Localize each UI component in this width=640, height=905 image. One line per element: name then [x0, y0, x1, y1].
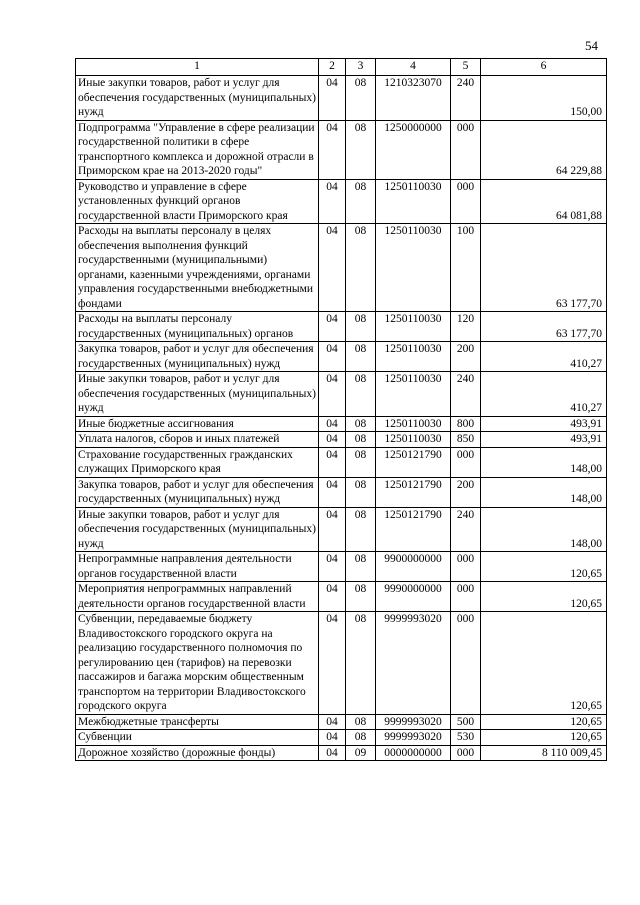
col-header-1: 1 [76, 59, 319, 76]
row-amount: 150,00 [481, 76, 607, 121]
row-subsection: 08 [346, 416, 376, 432]
row-target-code: 1250110030 [376, 342, 451, 372]
row-expense-type: 240 [451, 76, 481, 121]
row-name: Страхование государственных гражданских служащих Приморского края [76, 447, 319, 477]
row-section: 04 [319, 477, 346, 507]
table-row [76, 730, 607, 746]
row-name: Дорожное хозяйство (дорожные фонды) [76, 745, 319, 761]
table-row [76, 507, 607, 552]
row-name: Иные закупки товаров, работ и услуг для обеспечения государственных (муниципальных) нужд [76, 372, 319, 417]
row-subsection: 08 [346, 582, 376, 612]
row-target-code: 9900000000 [376, 552, 451, 582]
row-target-code: 9990000000 [376, 582, 451, 612]
row-section: 04 [319, 179, 346, 224]
row-amount: 120,65 [481, 730, 607, 746]
row-target-code: 1250110030 [376, 224, 451, 312]
table-row [76, 416, 607, 432]
row-target-code: 1250110030 [376, 312, 451, 342]
row-subsection: 08 [346, 507, 376, 552]
row-target-code: 9999993020 [376, 730, 451, 746]
row-expense-type: 100 [451, 224, 481, 312]
row-expense-type: 000 [451, 612, 481, 715]
row-amount: 410,27 [481, 342, 607, 372]
row-subsection: 08 [346, 120, 376, 179]
row-section: 04 [319, 552, 346, 582]
row-amount: 120,65 [481, 552, 607, 582]
row-section: 04 [319, 730, 346, 746]
row-amount: 120,65 [481, 714, 607, 730]
row-name: Субвенции, передаваемые бюджету Владивостокского городского округа на реализацию государственного полномочия по регулированию цен (тарифов) на перевозки пассажиров и багажа морским общественным транспортом на территории Владивостокского городского округа [76, 612, 319, 715]
row-name: Подпрограмма "Управление в сфере реализации государственной политики в сфере транспортного комплекса и дорожной отрасли в Приморском крае на 2013-2020 годы" [76, 120, 319, 179]
row-subsection: 08 [346, 342, 376, 372]
row-target-code: 1250110030 [376, 416, 451, 432]
table-row [76, 312, 607, 342]
row-target-code: 1250121790 [376, 507, 451, 552]
row-name: Межбюджетные трансферты [76, 714, 319, 730]
row-amount: 63 177,70 [481, 224, 607, 312]
row-target-code: 9999993020 [376, 714, 451, 730]
row-target-code: 1250121790 [376, 477, 451, 507]
page-number: 54 [585, 38, 598, 53]
row-expense-type: 240 [451, 507, 481, 552]
row-subsection: 08 [346, 730, 376, 746]
row-section: 04 [319, 342, 346, 372]
row-name: Иные закупки товаров, работ и услуг для обеспечения государственных (муниципальных) нужд [76, 76, 319, 121]
row-name: Иные закупки товаров, работ и услуг для обеспечения государственных (муниципальных) нужд [76, 507, 319, 552]
row-subsection: 08 [346, 372, 376, 417]
table-row [76, 120, 607, 179]
col-header-6: 6 [481, 59, 607, 76]
row-expense-type: 000 [451, 552, 481, 582]
row-target-code: 1250121790 [376, 447, 451, 477]
table-row [76, 582, 607, 612]
row-expense-type: 000 [451, 447, 481, 477]
row-target-code: 1250110030 [376, 179, 451, 224]
row-expense-type: 850 [451, 432, 481, 448]
row-expense-type: 000 [451, 120, 481, 179]
row-amount: 64 229,88 [481, 120, 607, 179]
row-expense-type: 200 [451, 477, 481, 507]
row-expense-type: 800 [451, 416, 481, 432]
row-name: Мероприятия непрограммных направлений деятельности органов государственной власти [76, 582, 319, 612]
row-section: 04 [319, 372, 346, 417]
table-row [76, 224, 607, 312]
row-target-code: 9999993020 [376, 612, 451, 715]
row-expense-type: 500 [451, 714, 481, 730]
row-expense-type: 120 [451, 312, 481, 342]
row-section: 04 [319, 76, 346, 121]
row-amount: 493,91 [481, 416, 607, 432]
row-section: 04 [319, 612, 346, 715]
row-name: Закупка товаров, работ и услуг для обеспечения государственных (муниципальных) нужд [76, 342, 319, 372]
row-name: Закупка товаров, работ и услуг для обеспечения государственных (муниципальных) нужд [76, 477, 319, 507]
row-amount: 63 177,70 [481, 312, 607, 342]
table-row [76, 432, 607, 448]
row-subsection: 08 [346, 179, 376, 224]
row-amount: 64 081,88 [481, 179, 607, 224]
col-header-4: 4 [376, 59, 451, 76]
row-name: Расходы на выплаты персоналу в целях обеспечения выполнения функций государственными (муниципальными) органами, казенными учреждениями, органами управления государственными внебюджетными фондами [76, 224, 319, 312]
table-row [76, 342, 607, 372]
row-amount: 493,91 [481, 432, 607, 448]
row-subsection: 08 [346, 224, 376, 312]
row-name: Субвенции [76, 730, 319, 746]
row-amount: 148,00 [481, 507, 607, 552]
row-section: 04 [319, 432, 346, 448]
table-row [76, 477, 607, 507]
row-subsection: 08 [346, 552, 376, 582]
table-row [76, 714, 607, 730]
col-header-5: 5 [451, 59, 481, 76]
row-subsection: 08 [346, 432, 376, 448]
col-header-3: 3 [346, 59, 376, 76]
row-target-code: 1250000000 [376, 120, 451, 179]
table-row [76, 612, 607, 715]
row-subsection: 08 [346, 477, 376, 507]
row-target-code: 0000000000 [376, 745, 451, 761]
row-amount: 120,65 [481, 582, 607, 612]
row-name: Уплата налогов, сборов и иных платежей [76, 432, 319, 448]
row-name: Непрограммные направления деятельности органов государственной власти [76, 552, 319, 582]
row-amount: 120,65 [481, 612, 607, 715]
row-subsection: 09 [346, 745, 376, 761]
row-section: 04 [319, 416, 346, 432]
row-amount: 148,00 [481, 447, 607, 477]
row-section: 04 [319, 120, 346, 179]
row-section: 04 [319, 507, 346, 552]
table-row [76, 372, 607, 417]
col-header-2: 2 [319, 59, 346, 76]
row-expense-type: 530 [451, 730, 481, 746]
row-name: Расходы на выплаты персоналу государственных (муниципальных) органов [76, 312, 319, 342]
row-target-code: 1250110030 [376, 432, 451, 448]
table-row [76, 447, 607, 477]
row-name: Руководство и управление в сфере установленных функций органов государственной власти Приморского края [76, 179, 319, 224]
row-subsection: 08 [346, 447, 376, 477]
row-section: 04 [319, 582, 346, 612]
row-expense-type: 240 [451, 372, 481, 417]
row-target-code: 1210323070 [376, 76, 451, 121]
row-section: 04 [319, 447, 346, 477]
row-subsection: 08 [346, 76, 376, 121]
row-amount: 410,27 [481, 372, 607, 417]
row-subsection: 08 [346, 312, 376, 342]
row-section: 04 [319, 714, 346, 730]
budget-table [75, 58, 607, 761]
row-subsection: 08 [346, 714, 376, 730]
table-row [76, 76, 607, 121]
row-expense-type: 000 [451, 745, 481, 761]
table-row [76, 745, 607, 761]
row-expense-type: 000 [451, 179, 481, 224]
row-expense-type: 000 [451, 582, 481, 612]
table-row [76, 552, 607, 582]
table-row [76, 179, 607, 224]
row-section: 04 [319, 224, 346, 312]
row-name: Иные бюджетные ассигнования [76, 416, 319, 432]
row-section: 04 [319, 745, 346, 761]
row-target-code: 1250110030 [376, 372, 451, 417]
row-amount: 148,00 [481, 477, 607, 507]
table-header-row [76, 59, 607, 76]
row-subsection: 08 [346, 612, 376, 715]
row-expense-type: 200 [451, 342, 481, 372]
row-amount: 8 110 009,45 [481, 745, 607, 761]
row-section: 04 [319, 312, 346, 342]
